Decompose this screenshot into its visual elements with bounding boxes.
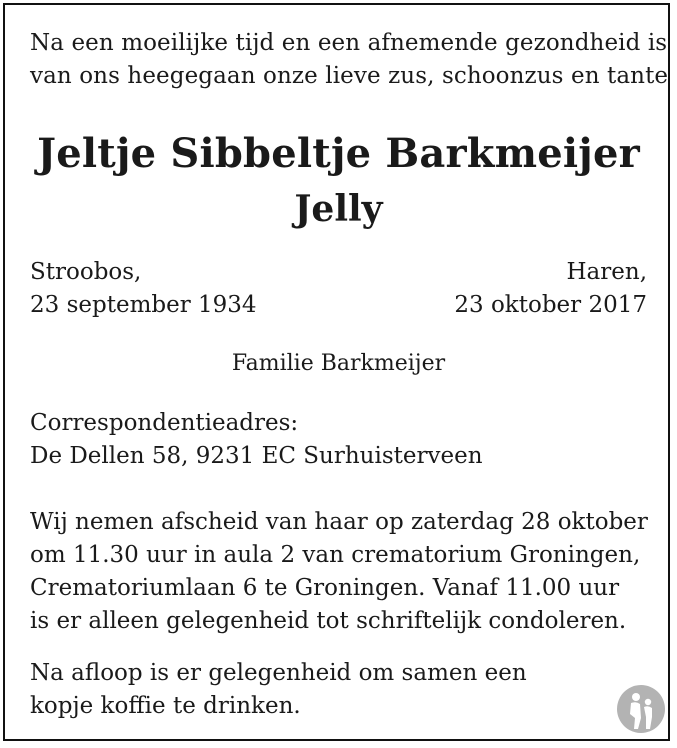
death-date: 23 oktober 2017 [454, 292, 647, 318]
death-place: Haren, [566, 259, 647, 285]
birth-place: Stroobos, [30, 259, 142, 285]
intro-line-2: van ons heegegaan onze lieve zus, schoonzus en tante [30, 63, 669, 89]
intro-line-1: Na een moeilijke tijd en een afnemende gezondheid is [30, 30, 668, 56]
correspondence-label: Correspondentieadres: [30, 410, 299, 436]
farewell-line-1: Wij nemen afscheid van haar op zaterdag 28 oktober [30, 509, 648, 535]
coffee-line-2: kopje koffie te drinken. [30, 693, 301, 719]
correspondence-address: De Dellen 58, 9231 EC Surhuisterveen [30, 443, 483, 469]
deceased-full-name: Jeltje Sibbeltje Barkmeijer [37, 130, 640, 177]
farewell-line-2: om 11.30 uur in aula 2 van crematorium Groningen, [30, 542, 641, 568]
memorial-logo-icon [616, 684, 666, 734]
birth-date: 23 september 1934 [30, 292, 257, 318]
coffee-line-1: Na afloop is er gelegenheid om samen een [30, 660, 527, 686]
family-signature: Familie Barkmeijer [231, 351, 446, 376]
farewell-line-4: is er alleen gelegenheid tot schriftelijk condoleren. [30, 608, 627, 634]
deceased-nickname: Jelly [294, 188, 383, 230]
farewell-line-3: Crematoriumlaan 6 te Groningen. Vanaf 11.00 uur [30, 575, 620, 601]
